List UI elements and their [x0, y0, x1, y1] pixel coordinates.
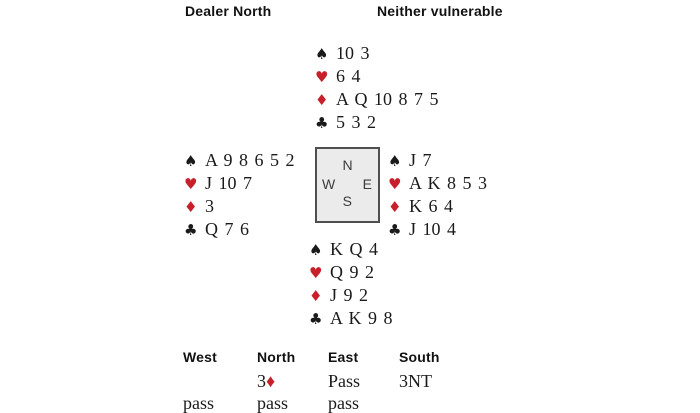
diamond-icon: ♦ — [184, 198, 198, 216]
heart-icon: ♥ — [184, 175, 198, 193]
auction-row-1 — [0, 371, 700, 393]
bid-north-2: pass — [257, 393, 288, 413]
east-hearts-row — [388, 172, 487, 195]
east-diamonds-cards: K 6 4 — [409, 196, 453, 216]
auction-row-2 — [0, 393, 700, 413]
west-spades-cards: A 9 8 6 5 2 — [205, 150, 295, 170]
east-spades-cards: J 7 — [409, 150, 432, 170]
heart-icon: ♥ — [388, 175, 402, 193]
auction-header-row — [0, 349, 700, 371]
bid-south-1: 3NT — [399, 371, 432, 391]
east-spades-row — [388, 149, 487, 172]
auction-table — [0, 349, 700, 413]
east-hand — [388, 149, 487, 241]
dealer-label: Dealer North — [185, 3, 272, 19]
north-spades-row — [315, 42, 439, 65]
north-hearts-cards: 6 4 — [336, 66, 361, 86]
club-icon: ♣ — [184, 221, 198, 239]
bid-east-2: pass — [328, 393, 359, 413]
club-icon: ♣ — [309, 310, 323, 328]
diamond-icon: ♦ — [315, 91, 329, 109]
compass-box — [315, 147, 380, 223]
west-diamonds-row — [184, 195, 295, 218]
north-hand — [315, 42, 439, 134]
west-hand — [184, 149, 295, 241]
compass-north-label: N — [342, 157, 353, 173]
east-diamonds-row — [388, 195, 487, 218]
bid-east-1: Pass — [328, 371, 361, 391]
north-spades-cards: 10 3 — [336, 43, 370, 63]
east-clubs-cards: J 10 4 — [409, 219, 457, 239]
diamond-icon: ♦ — [309, 287, 323, 305]
south-hearts-row — [309, 261, 393, 284]
east-clubs-row — [388, 218, 487, 241]
compass-south-label: S — [342, 193, 352, 209]
north-diamonds-row — [315, 88, 439, 111]
south-diamonds-row — [309, 284, 393, 307]
auction-col-south: South — [399, 349, 440, 365]
vulnerability-label: Neither vulnerable — [377, 3, 503, 19]
south-diamonds-cards: J 9 2 — [330, 285, 369, 305]
auction-col-west: West — [183, 349, 217, 365]
bid-north-1: 3♦ — [257, 371, 276, 391]
west-diamonds-cards: 3 — [205, 196, 214, 216]
spade-icon: ♠ — [184, 152, 198, 170]
east-hearts-cards: A K 8 5 3 — [409, 173, 488, 193]
north-hearts-row — [315, 65, 439, 88]
spade-icon: ♠ — [309, 241, 323, 259]
club-icon: ♣ — [315, 114, 329, 132]
spade-icon: ♠ — [315, 45, 329, 63]
spade-icon: ♠ — [388, 152, 402, 170]
bid-west-2: pass — [183, 393, 214, 413]
north-clubs-cards: 5 3 2 — [336, 112, 376, 132]
west-hearts-cards: J 10 7 — [205, 173, 253, 193]
auction-col-north: North — [257, 349, 296, 365]
compass-west-label: W — [322, 176, 336, 192]
west-hearts-row — [184, 172, 295, 195]
south-hearts-cards: Q 9 2 — [330, 262, 374, 282]
south-spades-cards: K Q 4 — [330, 239, 378, 259]
compass-east-label: E — [362, 176, 372, 192]
south-spades-row — [309, 238, 393, 261]
south-hand — [309, 238, 393, 330]
west-spades-row — [184, 149, 295, 172]
heart-icon: ♥ — [309, 264, 323, 282]
auction-col-east: East — [328, 349, 359, 365]
heart-icon: ♥ — [315, 68, 329, 86]
west-clubs-row — [184, 218, 295, 241]
south-clubs-row — [309, 307, 393, 330]
south-clubs-cards: A K 9 8 — [330, 308, 393, 328]
diamond-icon: ♦ — [388, 198, 402, 216]
north-diamonds-cards: A Q 10 8 7 5 — [336, 89, 439, 109]
west-clubs-cards: Q 7 6 — [205, 219, 249, 239]
club-icon: ♣ — [388, 221, 402, 239]
north-clubs-row — [315, 111, 439, 134]
